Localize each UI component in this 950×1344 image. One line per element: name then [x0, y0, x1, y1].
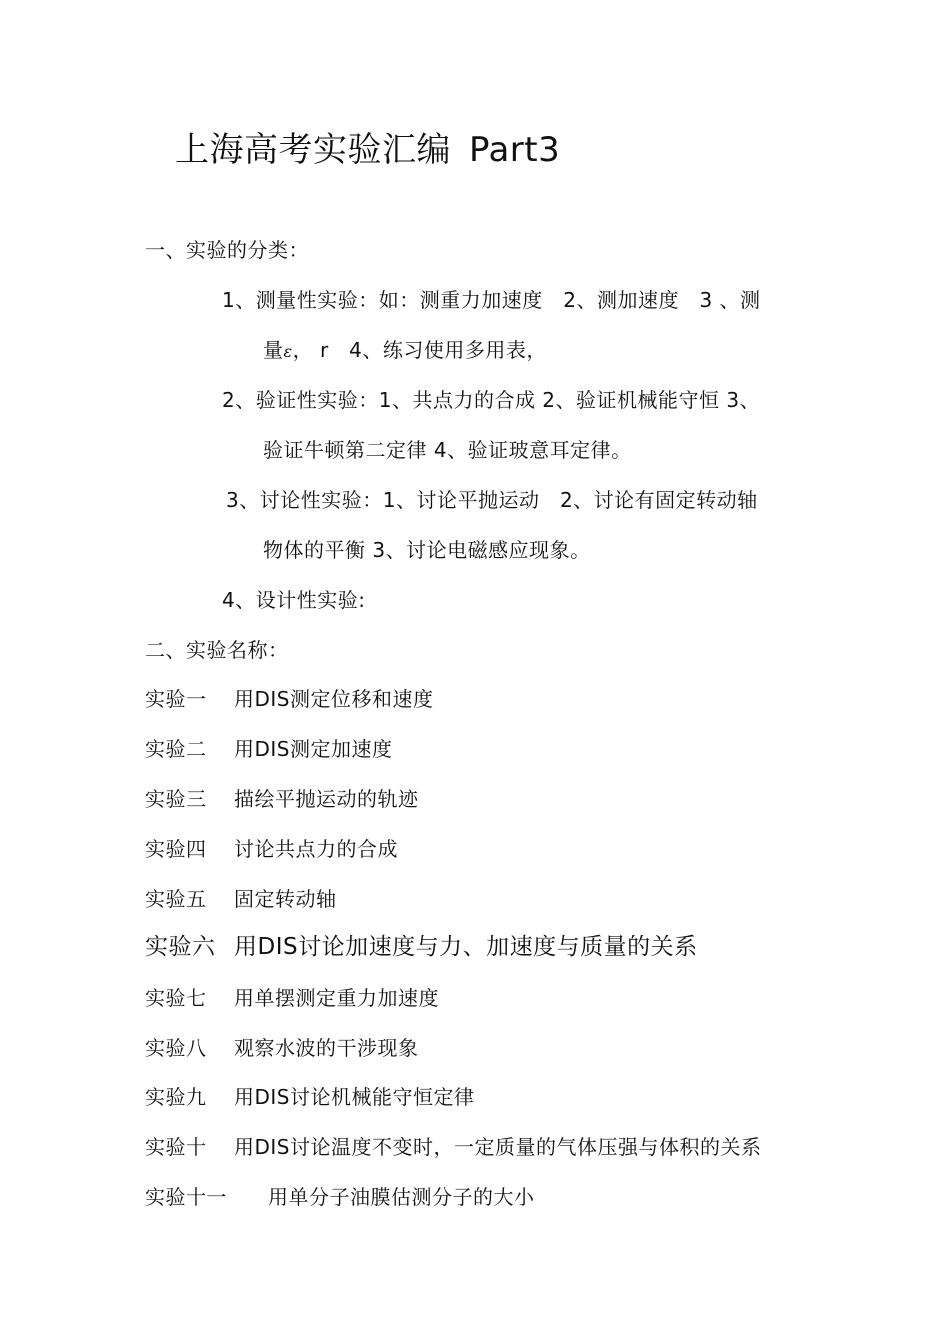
category-verification-line1: 2、验证性实验：1、共点力的合成 2、验证机械能守恒 3、 — [222, 388, 761, 412]
category-measurement-line1: 1、测量性实验：如：测重力加速度 2、测加速度 3 、测 — [222, 288, 761, 312]
epsilon-symbol: ε — [283, 342, 293, 361]
experiment-row — [145, 984, 439, 1012]
experiment-row — [145, 1133, 762, 1161]
experiment-name: 用DIS测定位移和速度 — [234, 687, 434, 711]
experiment-number: 实验八 — [145, 1036, 207, 1060]
text-fragment: 量 — [263, 338, 284, 362]
experiment-name: 观察水波的干涉现象 — [234, 1036, 419, 1060]
experiment-row — [145, 835, 398, 863]
experiment-number: 实验六 — [145, 934, 216, 960]
experiment-name: 描绘平抛运动的轨迹 — [234, 787, 419, 811]
title-part: Part3 — [469, 130, 561, 170]
experiment-name: 用DIS讨论加速度与力、加速度与质量的关系 — [234, 934, 698, 960]
experiment-row — [145, 1183, 535, 1211]
experiment-number: 实验十 — [145, 1135, 207, 1159]
experiment-number: 实验二 — [145, 737, 207, 761]
experiment-number: 实验三 — [145, 787, 207, 811]
title-text: 上海高考实验汇编 — [175, 130, 451, 170]
experiment-name: 固定转动轴 — [234, 887, 337, 911]
category-discussion-line2: 物体的平衡 3、讨论电磁感应现象。 — [263, 538, 591, 562]
experiment-name: 用DIS讨论温度不变时，一定质量的气体压强与体积的关系 — [234, 1135, 762, 1159]
experiment-row — [145, 685, 434, 713]
experiment-number: 实验七 — [145, 986, 207, 1010]
experiment-name: 用单摆测定重力加速度 — [234, 986, 439, 1010]
experiment-number: 实验一 — [145, 687, 207, 711]
category-design: 4、设计性实验: — [222, 588, 366, 612]
experiment-name: 用单分子油膜估测分子的大小 — [268, 1185, 535, 1209]
experiment-number: 实验四 — [145, 837, 207, 861]
category-discussion-line1: 3、讨论性实验：1、讨论平抛运动 2、讨论有固定转动轴 — [226, 488, 758, 512]
experiment-row — [145, 885, 337, 913]
experiment-row — [145, 1083, 475, 1111]
category-measurement-line2 — [263, 336, 547, 366]
category-verification-line2: 验证牛顿第二定律 4、验证玻意耳定律。 — [263, 438, 632, 462]
section1-heading: 一、实验的分类： — [145, 238, 309, 262]
experiment-row — [145, 785, 419, 813]
experiment-row — [145, 1034, 419, 1062]
experiment-row — [145, 931, 698, 963]
experiment-name: 讨论共点力的合成 — [234, 837, 398, 861]
experiment-name: 用DIS测定加速度 — [234, 737, 393, 761]
experiment-number: 实验五 — [145, 887, 207, 911]
experiment-number: 实验九 — [145, 1085, 207, 1109]
experiment-name: 用DIS讨论机械能守恒定律 — [234, 1085, 475, 1109]
experiment-row — [145, 735, 393, 763]
text-fragment: ， r 4、练习使用多用表， — [292, 338, 547, 362]
section2-heading: 二、实验名称： — [145, 638, 289, 662]
page-title — [175, 128, 560, 172]
experiment-number: 实验十一 — [145, 1185, 227, 1209]
